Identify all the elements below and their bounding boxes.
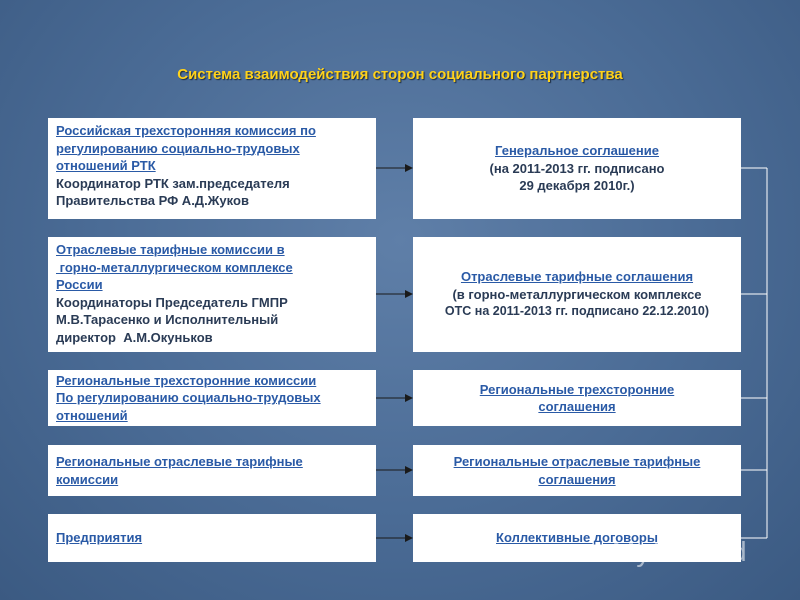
- box-text-line: М.В.Тарасенко и Исполнительный: [56, 312, 279, 327]
- box-link-line[interactable]: регулированию социально-трудовых: [56, 140, 300, 156]
- box-link-line[interactable]: Коллективные договоры: [496, 530, 658, 546]
- box-link-line[interactable]: Региональные трехсторонние комиссии: [56, 372, 317, 388]
- box-link-line[interactable]: Генеральное соглашение: [495, 143, 659, 159]
- box-link-line[interactable]: горно-металлургическом комплексе: [56, 259, 293, 275]
- regional-tripartite-commission-box: [48, 370, 376, 426]
- box-link-line[interactable]: Региональные трехсторонние: [479, 381, 675, 397]
- regional-sector-tariff-commission-box: [48, 445, 376, 496]
- box-link-line[interactable]: соглашения: [538, 471, 616, 487]
- box-link-line[interactable]: отношений РТК: [56, 158, 156, 173]
- box-link-line[interactable]: комиссии: [56, 471, 119, 487]
- box-link-line[interactable]: соглашения: [538, 399, 616, 414]
- general-agreement-box: [413, 118, 741, 219]
- box-text-line: ОТС на 2011-2013 гг. подписано 22.12.2010): [444, 304, 710, 319]
- rtk-commission-box: [48, 118, 376, 219]
- box-text-line: Координаторы Председатель ГМПР: [56, 294, 288, 310]
- sector-tariff-commission-box: [48, 237, 376, 352]
- box-text-line: Координатор РТК зам.председателя: [56, 175, 290, 191]
- box-text-line: (в горно-металлургическом комплексе: [452, 286, 702, 302]
- regional-tripartite-agreement-box: [413, 370, 741, 426]
- diagram-title: Система взаимодействия сторон социального партнерства: [177, 66, 623, 83]
- box-text-line: (на 2011-2013 гг. подписано: [489, 160, 665, 176]
- sector-tariff-agreement-box: [413, 237, 741, 352]
- regional-sector-tariff-agreement-box: [413, 445, 741, 496]
- box-link-line[interactable]: Региональные отраслевые тарифные: [453, 454, 701, 469]
- box-link-line[interactable]: Российская трехсторонняя комиссия по: [56, 123, 316, 138]
- box-link-line[interactable]: Региональные отраслевые тарифные: [56, 454, 303, 469]
- box-link-line[interactable]: Отраслевые тарифные соглашения: [460, 269, 694, 285]
- box-link-line[interactable]: Отраслевые тарифные комиссии в: [56, 242, 285, 257]
- enterprises-box: [48, 514, 376, 562]
- box-link-line[interactable]: отношений: [56, 407, 128, 423]
- box-link-line[interactable]: России: [56, 277, 103, 292]
- box-link-line[interactable]: Предприятия: [56, 530, 143, 546]
- box-text-line: 29 декабря 2010г.): [519, 178, 635, 194]
- watermark-logo: MyShared: [612, 536, 748, 567]
- box-text-line: директор А.М.Окуньков: [56, 329, 213, 345]
- box-text-line: Правительства РФ А.Д.Жуков: [56, 193, 249, 208]
- box-link-line[interactable]: По регулированию социально-трудовых: [56, 390, 321, 406]
